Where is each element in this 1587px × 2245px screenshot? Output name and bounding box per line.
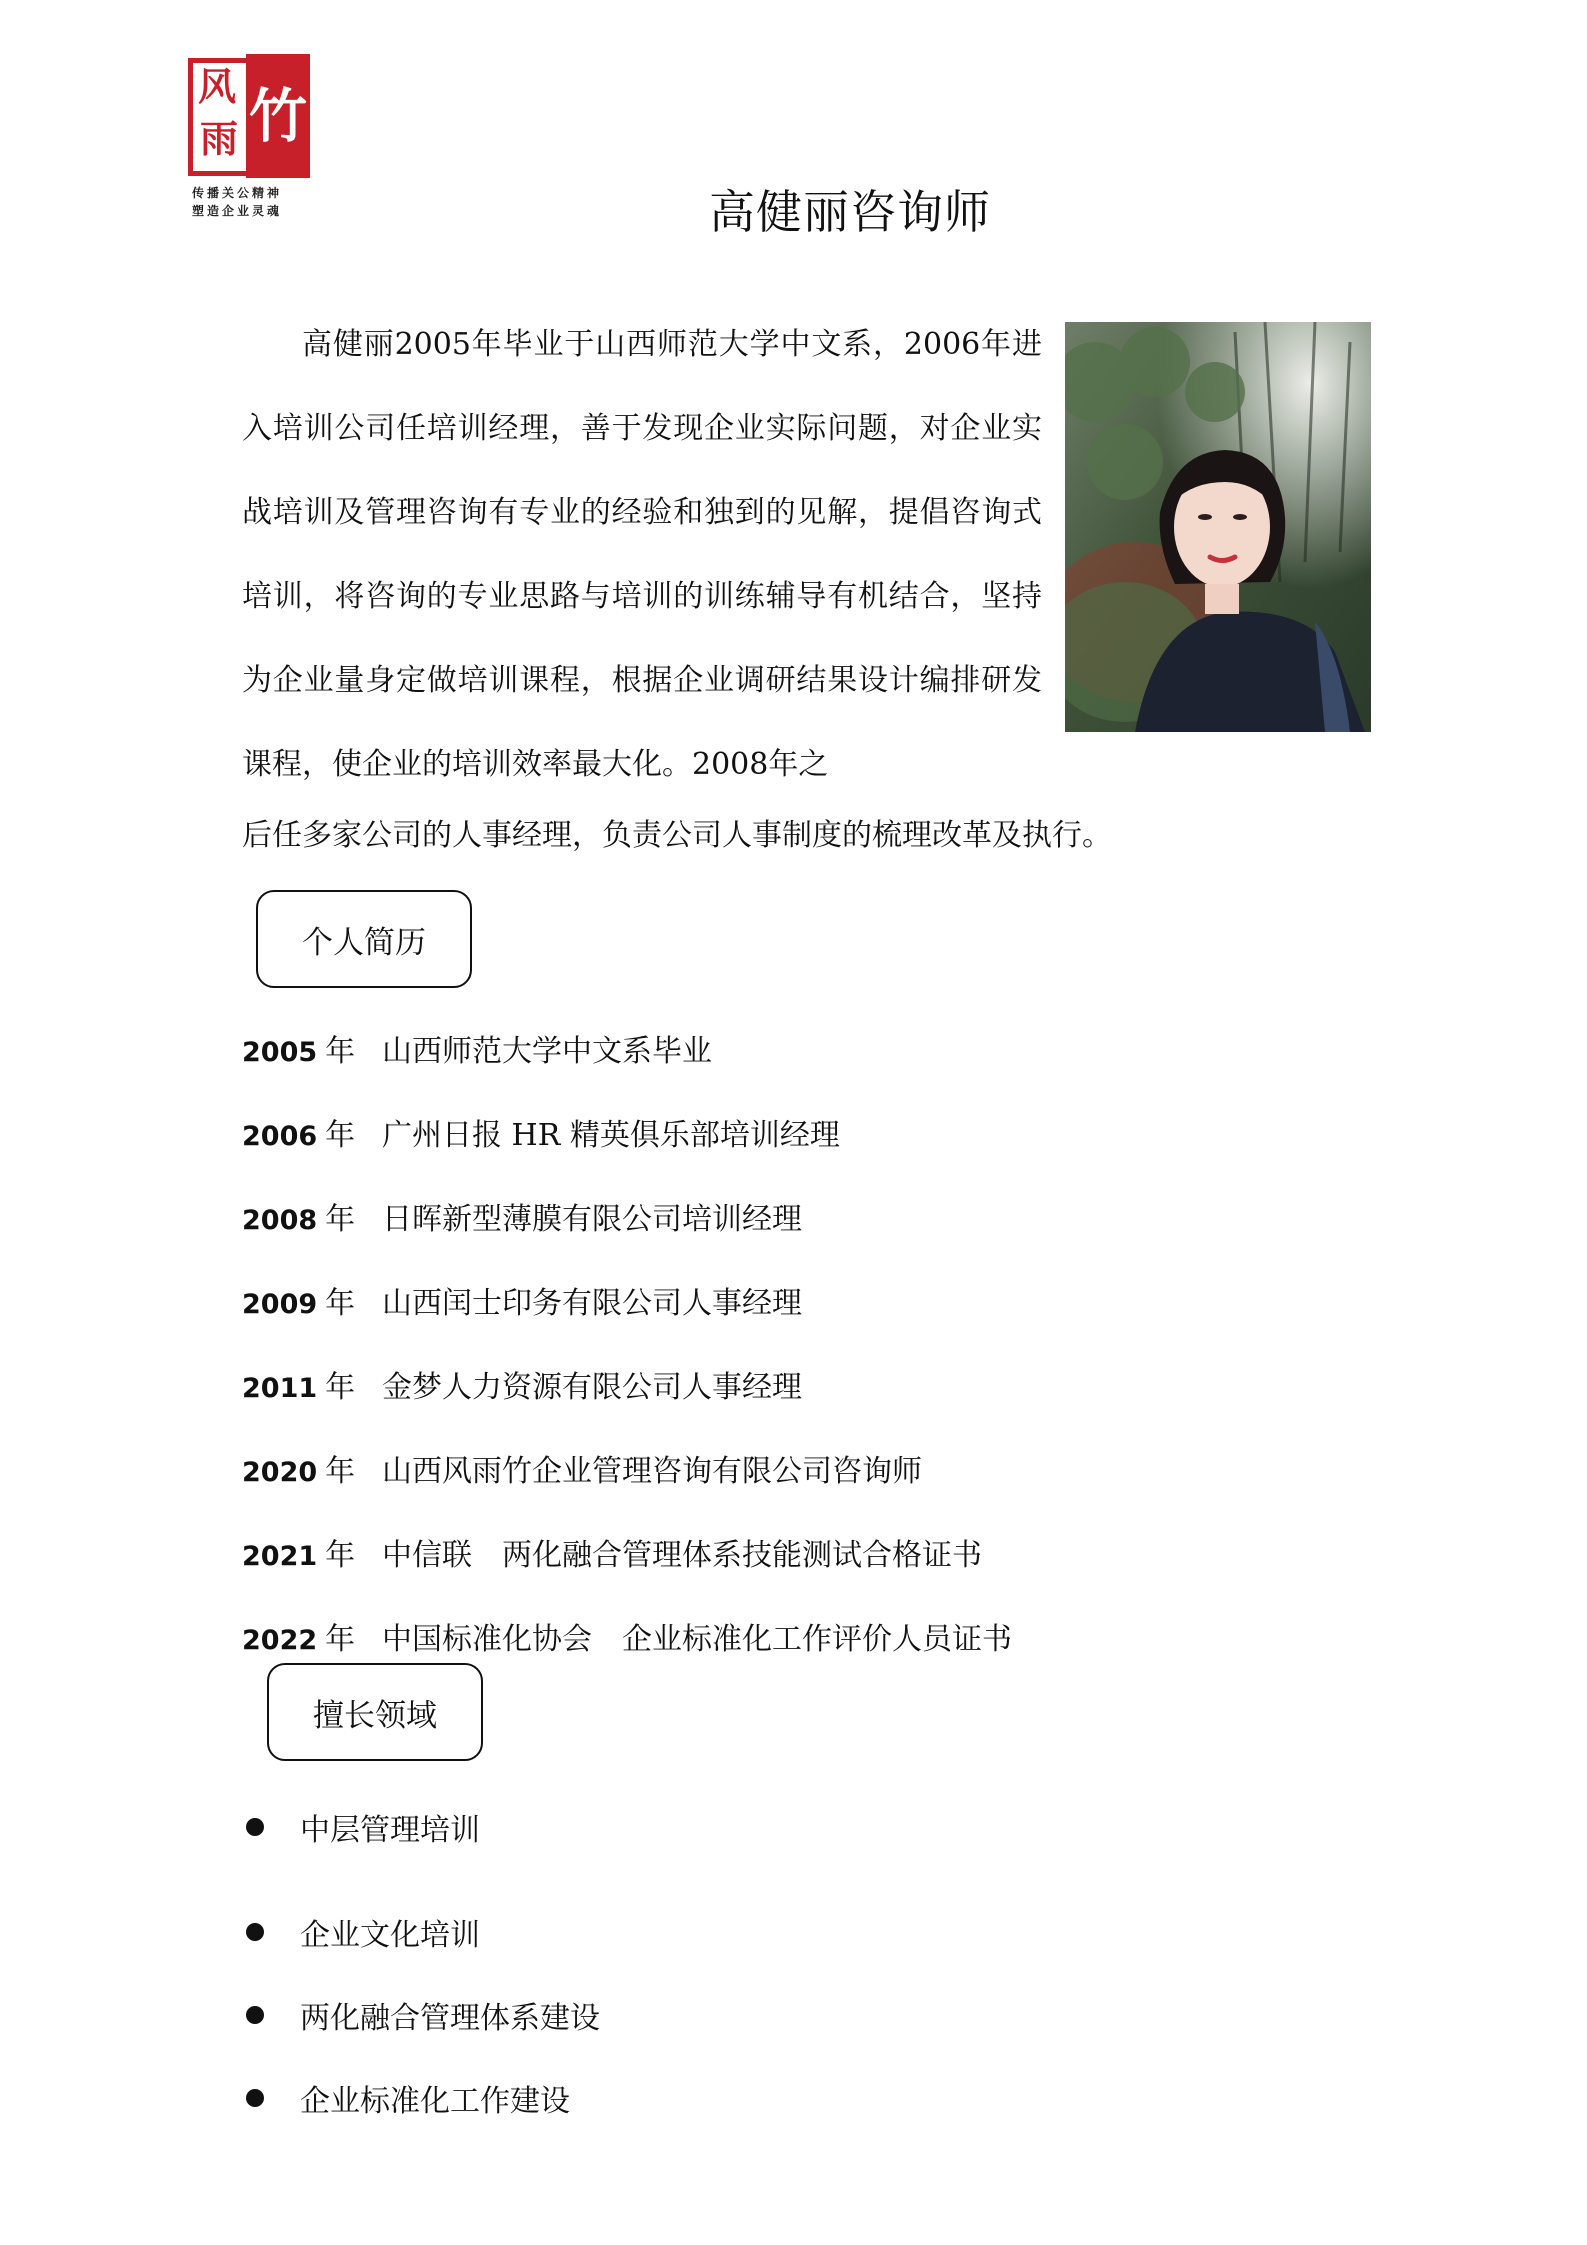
expertise-text: 企业标准化工作建设 <box>300 2084 570 2119</box>
resume-year: 2006 <box>242 1121 318 1152</box>
resume-list <box>242 1006 1342 1678</box>
bullet-icon <box>246 2089 264 2107</box>
expertise-item <box>242 1910 480 1954</box>
resume-text: 金梦人力资源有限公司人事经理 <box>382 1370 802 1405</box>
resume-text: 广州日报 HR 精英俱乐部培训经理 <box>382 1118 840 1153</box>
resume-year: 2020 <box>242 1457 318 1488</box>
intro-paragraph-tail: 后任多家公司的人事经理，负责公司人事制度的梳理改革及执行。 <box>242 818 1112 853</box>
expertise-heading: 擅长领域 <box>267 1663 483 1761</box>
page-title: 高健丽咨询师 <box>709 185 991 239</box>
expertise-text: 两化融合管理体系建设 <box>300 2001 600 2036</box>
resume-year: 2011 <box>242 1373 318 1404</box>
bullet-icon <box>246 1818 264 1836</box>
logo-tagline-1: 传播关公精神 <box>192 186 283 200</box>
expertise-item <box>242 1993 600 2037</box>
bullet-icon <box>246 2006 264 2024</box>
resume-item <box>242 1090 1342 1174</box>
expertise-item <box>242 2076 570 2120</box>
resume-year-unit: 年 <box>325 1622 356 1657</box>
resume-year-unit: 年 <box>325 1118 356 1153</box>
logo-tagline-2: 塑造企业灵魂 <box>192 204 283 218</box>
resume-item <box>242 1342 1342 1426</box>
resume-year: 2008 <box>242 1205 318 1236</box>
resume-year-unit: 年 <box>325 1286 356 1321</box>
resume-year: 2005 <box>242 1037 318 1068</box>
resume-item <box>242 1174 1342 1258</box>
logo-char-yu: 雨 <box>200 116 239 161</box>
resume-item <box>242 1426 1342 1510</box>
intro-paragraph: 高健丽2005年毕业于山西师范大学中文系，2006年进入培训公司任培训经理，善于发现企业实际问题，对企业实战培训及管理咨询有专业的经验和独到的见解，提倡咨询式培训，将咨询的专业思路与培训的训练辅导有机结合，坚持为企业量身定做培训课程，根据企业调研结果设计编排研发课程，使企业的培训效率最大化。2008年之 <box>242 327 1042 782</box>
logo-char-feng: 风 <box>198 64 237 109</box>
resume-item <box>242 1510 1342 1594</box>
resume-text: 中国标准化协会 企业标准化工作评价人员证书 <box>382 1622 1012 1657</box>
resume-text: 山西闰士印务有限公司人事经理 <box>382 1286 802 1321</box>
resume-item <box>242 1258 1342 1342</box>
resume-heading: 个人简历 <box>256 890 472 988</box>
resume-year: 2021 <box>242 1541 318 1572</box>
resume-text: 山西师范大学中文系毕业 <box>382 1034 712 1069</box>
expertise-item <box>242 1805 480 1849</box>
resume-year-unit: 年 <box>325 1370 356 1405</box>
portrait-photo <box>1065 322 1371 732</box>
bullet-icon <box>246 1923 264 1941</box>
resume-text: 日晖新型薄膜有限公司培训经理 <box>382 1202 802 1237</box>
resume-year: 2009 <box>242 1289 318 1320</box>
resume-year-unit: 年 <box>325 1538 356 1573</box>
expertise-text: 中层管理培训 <box>300 1813 480 1848</box>
resume-item <box>242 1006 1342 1090</box>
expertise-text: 企业文化培训 <box>300 1918 480 1953</box>
resume-text: 山西风雨竹企业管理咨询有限公司咨询师 <box>382 1454 922 1489</box>
resume-year-unit: 年 <box>325 1034 356 1069</box>
resume-year-unit: 年 <box>325 1202 356 1237</box>
logo-char-zhu: 竹 <box>246 54 310 178</box>
resume-text: 中信联 两化融合管理体系技能测试合格证书 <box>382 1538 982 1573</box>
resume-year: 2022 <box>242 1625 318 1656</box>
resume-year-unit: 年 <box>325 1454 356 1489</box>
